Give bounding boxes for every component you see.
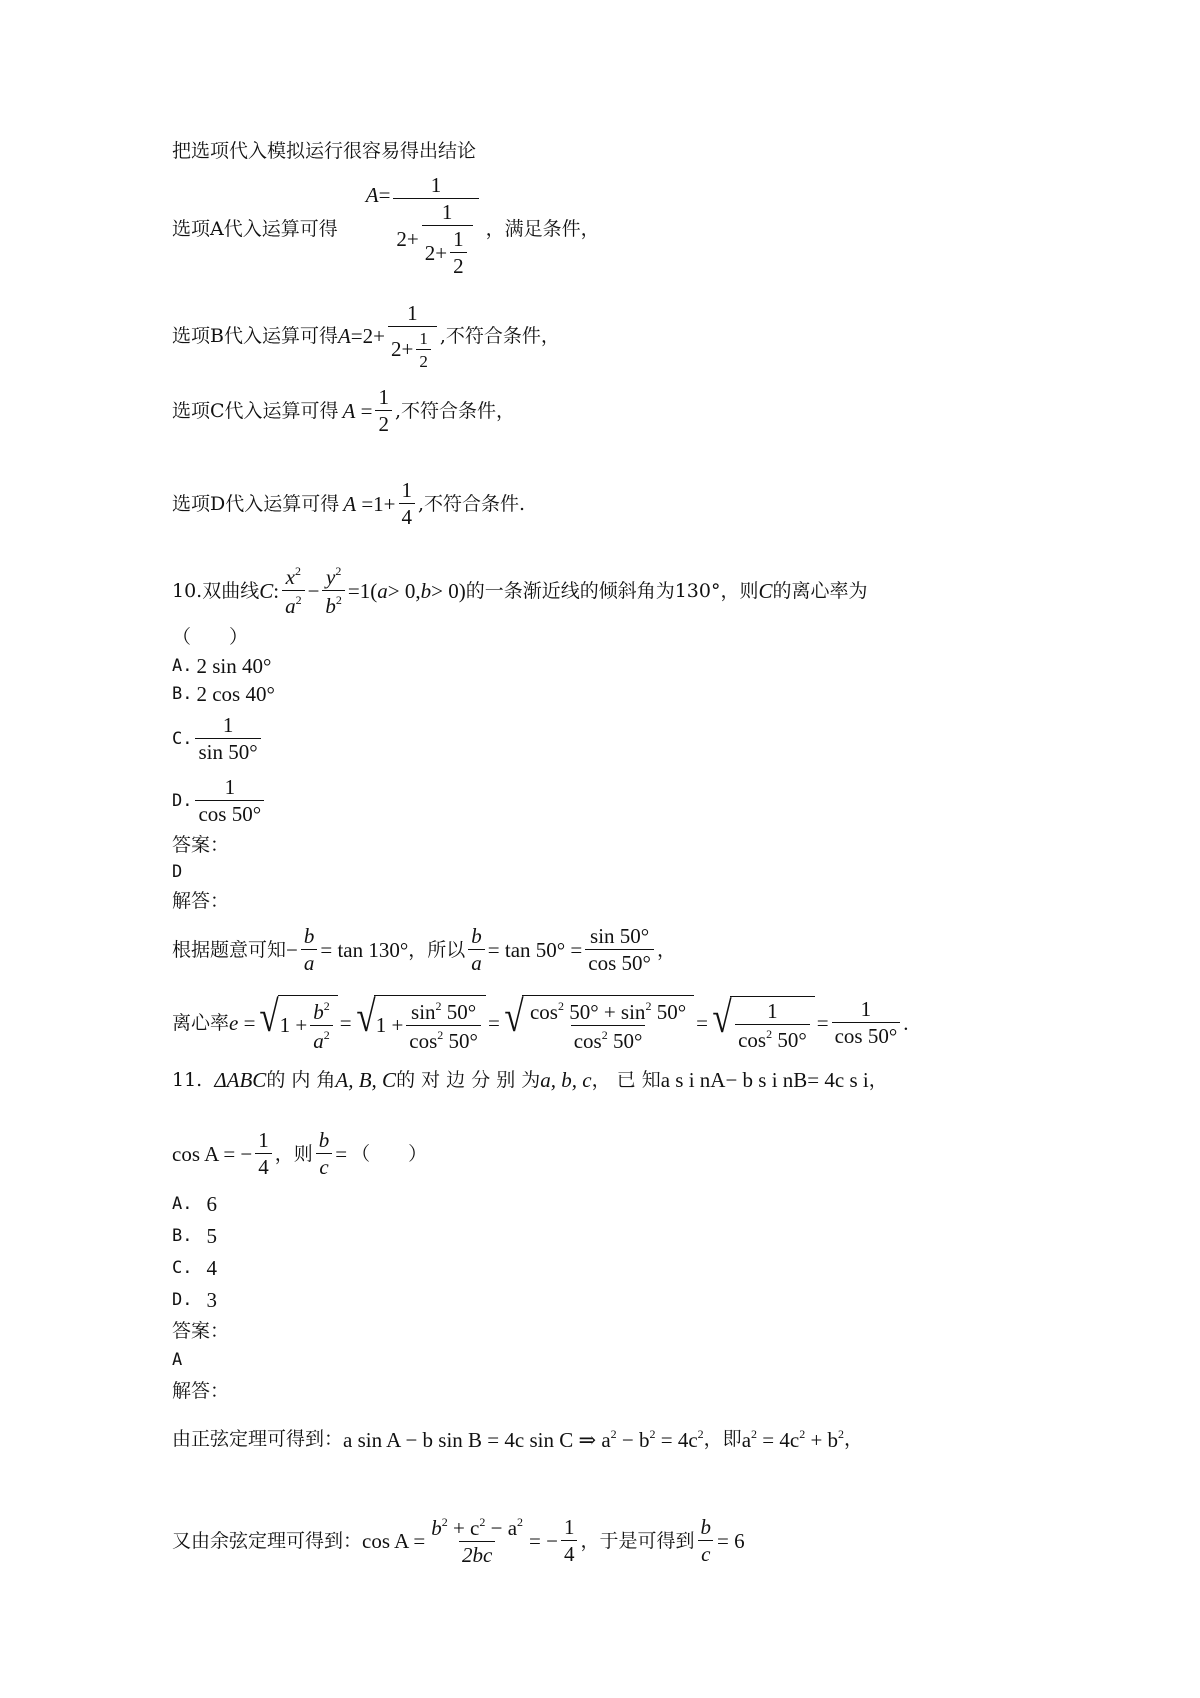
- q11-solution-1: [172, 1428, 863, 1451]
- tan-130: = tan 130°: [320, 937, 409, 962]
- period: .: [903, 1010, 909, 1035]
- colon: :: [273, 578, 280, 603]
- q9-option-c: [172, 378, 515, 444]
- option-label: C.: [172, 1258, 193, 1278]
- exp: 2: [610, 1427, 617, 1441]
- q10-solution-2: [172, 986, 909, 1060]
- q11-option-b: [172, 1226, 217, 1247]
- q11-stem: [172, 1070, 888, 1091]
- sqrt-2: √ 1 + $\frac{\sin^2 50^\circ}{\cos^2 50^\circ}$: [354, 995, 486, 1052]
- cosine-law-formula: [362, 1516, 580, 1566]
- exp: 2: [799, 1427, 806, 1441]
- sol-mid: ，于是可得到: [580, 1529, 695, 1552]
- frac-num: 1: [430, 173, 442, 197]
- formula-part: − b: [616, 1428, 650, 1452]
- q10-answer-label: 答案：: [172, 834, 230, 856]
- exp: 2: [838, 1427, 845, 1441]
- sin-over-cos: [585, 926, 654, 974]
- frac-den: 4: [255, 1153, 272, 1178]
- var-a: A: [343, 491, 357, 516]
- half-num: 1: [453, 227, 464, 251]
- option-value: 2 sin 40°: [196, 654, 272, 678]
- cosine-law-prefix: 又由余弦定理可得到：: [172, 1529, 363, 1552]
- option-label: D.: [172, 1290, 193, 1310]
- option-fraction: [195, 715, 260, 763]
- sol-prefix: 根据题意可知: [172, 938, 287, 961]
- frac-den: 4: [561, 1540, 578, 1565]
- frac-den: 4: [399, 503, 416, 528]
- c-fraction: [375, 387, 392, 435]
- option-value: 2 cos 40°: [196, 682, 275, 706]
- half-fraction: [450, 229, 467, 277]
- option-value: 6: [206, 1192, 217, 1216]
- option-label: A.: [172, 1194, 193, 1214]
- angles: A, B, C: [335, 1068, 397, 1092]
- neg: −: [286, 937, 298, 962]
- a-var: a: [468, 949, 485, 974]
- half-den: 2: [416, 349, 431, 370]
- exp: 2: [437, 1027, 444, 1042]
- quarter: [561, 1517, 578, 1565]
- exp: 2: [557, 998, 564, 1013]
- q11-text-2: 的 对 边 分 别 为: [396, 1069, 541, 1091]
- formula-part: a sin A − b sin B = 4c sin C ⇒ a: [343, 1428, 611, 1452]
- two-bc: 2bc: [459, 1541, 495, 1566]
- sol-mid: ，即: [703, 1428, 742, 1450]
- frac-num: 1: [563, 1515, 575, 1539]
- one-plus: 1 +: [279, 1013, 308, 1037]
- y-var: y: [326, 565, 336, 589]
- then: ，则: [274, 1142, 313, 1165]
- cond-end: > 0): [431, 578, 466, 603]
- q11-option-d: [172, 1290, 217, 1311]
- exp: 2: [601, 1027, 608, 1042]
- q11-solution-label: 解答：: [172, 1380, 230, 1402]
- q9-d-prefix: 选项D代入运算可得: [172, 492, 340, 515]
- frac-den: 2: [375, 410, 392, 435]
- option-fraction: [195, 777, 264, 825]
- q9-option-d: [172, 472, 525, 536]
- b-var: b: [318, 1128, 330, 1152]
- cos: cos: [529, 999, 558, 1024]
- given-condition: a s i nA− b s i nB= 4c s i: [660, 1068, 869, 1092]
- exp: 2: [294, 564, 301, 578]
- q10-stem-mid: 的一条渐近线的倾斜角为130°，则: [465, 579, 759, 602]
- d-fraction: [399, 480, 416, 528]
- var-a: A: [337, 323, 351, 348]
- option-label: B.: [172, 1226, 193, 1246]
- b-fraction: [388, 300, 437, 371]
- q10-stem: [172, 558, 868, 624]
- q10-number: 10.双曲线: [172, 579, 260, 602]
- formula-part: a: [741, 1428, 752, 1452]
- formula-part: = 4c: [757, 1428, 800, 1452]
- q10-solution-label: 解答：: [172, 890, 230, 912]
- sine-law-formula: [343, 1428, 704, 1451]
- c-var: c: [316, 1153, 331, 1178]
- hyperbola-equation: [259, 565, 465, 617]
- eccentricity-formula: [229, 991, 909, 1053]
- b-over-a-2: [468, 926, 485, 974]
- x-fraction: [282, 565, 305, 617]
- exp: 2: [323, 998, 330, 1013]
- sqrt-4: √ $\frac{1}{\cos^2 50^\circ}$: [710, 996, 815, 1051]
- exp: 2: [323, 1027, 330, 1042]
- option-value: 5: [206, 1224, 217, 1248]
- q9-b-prefix: 选项B代入运算可得: [172, 324, 338, 347]
- c-term: + c: [447, 1516, 480, 1540]
- x-var: x: [285, 565, 295, 589]
- sol-formula-2: [465, 926, 657, 974]
- frac-num: 1: [224, 775, 236, 799]
- eq: =: [487, 1010, 500, 1035]
- q9-c-formula: [343, 387, 395, 435]
- deg: 50°: [772, 1027, 807, 1052]
- a-var: a: [313, 1028, 324, 1053]
- minus: −: [307, 578, 320, 603]
- final-fraction: [832, 999, 901, 1047]
- a-var: a: [285, 594, 296, 618]
- plus-sin: 50° + sin: [563, 999, 646, 1024]
- option-label: D.: [172, 790, 193, 811]
- sol-end: ，: [844, 1428, 864, 1450]
- cos: cos: [573, 1028, 602, 1053]
- option-value: 4: [206, 1256, 217, 1280]
- q11-answer: A: [172, 1350, 183, 1370]
- q10-option-d: [172, 770, 267, 832]
- b-var: b: [325, 594, 336, 618]
- deg: 50°: [443, 1028, 478, 1053]
- eq-sign: =1+: [361, 491, 396, 516]
- q11-answer-label: 答案：: [172, 1320, 230, 1342]
- q11-number: 11.: [172, 1069, 203, 1091]
- sqrt-1: √ 1 + $\frac{b^2}{a^2}$: [257, 995, 337, 1052]
- triangle: ΔABC: [214, 1068, 267, 1092]
- cond-b: b: [420, 578, 432, 603]
- option-label: B.: [172, 684, 193, 704]
- continued-fraction: [393, 175, 478, 277]
- q10-stem-end: 的离心率为: [772, 579, 868, 602]
- exp: 2: [751, 1427, 758, 1441]
- quarter-fraction: [255, 1130, 272, 1178]
- option-label: A.: [172, 656, 193, 676]
- q10-option-c: [172, 708, 264, 770]
- one-plus: 1 +: [375, 1013, 404, 1037]
- option-label: C.: [172, 728, 193, 749]
- eq: =: [243, 1010, 256, 1035]
- frac-den: cos 50°: [195, 800, 264, 825]
- cos-a: cos A =: [362, 1528, 426, 1553]
- q11-cos-line: [172, 1122, 427, 1186]
- q9-option-a: [172, 173, 600, 280]
- exp: 2: [441, 1515, 448, 1529]
- q11-comma: ，: [868, 1069, 888, 1091]
- tan-50: = tan 50° =: [487, 937, 583, 962]
- q11-solution-2: [172, 1508, 745, 1574]
- option-value: 3: [206, 1288, 217, 1312]
- sides: a, b, c: [540, 1068, 592, 1092]
- curve-c: C: [259, 578, 274, 603]
- frac-num: 1: [222, 713, 234, 737]
- eq-sign: =: [360, 398, 373, 423]
- q10-option-b: [172, 684, 275, 705]
- q10-solution-1: [172, 918, 676, 982]
- exp: 2: [335, 593, 342, 607]
- b-var: b: [313, 999, 324, 1024]
- one: 1: [767, 998, 778, 1023]
- q9-a-suffix: ，满足条件，: [485, 217, 600, 240]
- formula-part: = 4c: [655, 1428, 698, 1452]
- q9-intro: 把选项代入模拟运行很容易得出结论: [172, 140, 477, 162]
- cos: cos: [738, 1027, 767, 1052]
- exp: 2: [645, 998, 652, 1013]
- cos: cos: [409, 1028, 438, 1053]
- deg: 50°: [651, 999, 687, 1024]
- c-var: c: [698, 1540, 713, 1565]
- rhs: =1(: [347, 578, 378, 603]
- deg: 50°: [441, 999, 477, 1024]
- b-var: b: [303, 924, 315, 948]
- a-var: a: [301, 949, 318, 974]
- exp: 2: [766, 1026, 773, 1041]
- deg: 50°: [607, 1028, 643, 1053]
- eq-neg: = −: [529, 1528, 558, 1553]
- q10-option-a: [172, 656, 271, 677]
- sol-mid: ，所以: [408, 938, 466, 961]
- inner-num: 1: [441, 200, 453, 224]
- sin-50: sin 50°: [590, 924, 650, 948]
- exp: 2: [295, 593, 302, 607]
- frac-den: sin 50°: [195, 738, 260, 763]
- frac-num: 1: [401, 478, 412, 502]
- b-var: b: [700, 1515, 711, 1539]
- q9-c-suffix: ,不符合条件，: [394, 399, 516, 422]
- exp: 2: [479, 1515, 486, 1529]
- var-a: A: [342, 398, 356, 423]
- frac-num: 1: [378, 385, 389, 409]
- half-den: 2: [450, 252, 467, 277]
- two-plus: 2+: [390, 337, 414, 361]
- q9-b-suffix: ,不符合条件，: [439, 324, 560, 347]
- b-var: b: [431, 1516, 442, 1540]
- frac-num: 1: [407, 300, 418, 325]
- sin: sin: [411, 999, 436, 1024]
- exp: 2: [649, 1427, 656, 1441]
- q11-text-3: ， 已 知: [591, 1069, 661, 1091]
- q9-b-formula: [337, 300, 440, 371]
- b-var: b: [471, 924, 482, 948]
- sqrt-3: √ $\frac{\cos^2 50^\circ + \sin^2 50^\circ}{\cos^2 50^\circ}$: [502, 995, 694, 1052]
- b-over-a: [301, 926, 318, 974]
- eq: =: [696, 1010, 708, 1035]
- inner-den: [422, 225, 473, 277]
- curve-c-2: C: [758, 578, 773, 603]
- sol-formula-1: [286, 926, 408, 974]
- b-over-c: [698, 1517, 715, 1565]
- q10-answer: D: [172, 862, 183, 882]
- cond-mid: > 0,: [387, 578, 421, 603]
- frac-num: 1: [860, 997, 872, 1021]
- frac-den: cos 50°: [832, 1022, 901, 1047]
- b-over-c: [316, 1130, 333, 1178]
- frac-den: [393, 198, 478, 277]
- q10-paren: （ ）: [172, 626, 249, 648]
- exp: 2: [435, 998, 442, 1013]
- formula-part: + b: [805, 1428, 839, 1452]
- sine-law-prefix: 由正弦定理可得到：: [172, 1428, 344, 1450]
- a-term: − a: [485, 1516, 518, 1540]
- q9-c-prefix: 选项C代入运算可得: [172, 399, 339, 422]
- sol-end: ，: [656, 938, 676, 961]
- q11-paren: （ ）: [351, 1142, 428, 1165]
- q11-option-a: [172, 1194, 217, 1215]
- result: [695, 1517, 745, 1565]
- equals-six: = 6: [717, 1528, 745, 1553]
- eq-sign: =: [378, 183, 391, 207]
- var-a: A: [365, 183, 379, 207]
- eq: =: [816, 1010, 829, 1035]
- y-fraction: [322, 565, 345, 617]
- eccentricity-label: 离心率: [172, 1011, 230, 1034]
- q9-option-b: [172, 296, 560, 376]
- half-num: 1: [419, 328, 428, 348]
- half-fraction: [416, 330, 431, 370]
- cosine-fraction: [428, 1516, 526, 1566]
- frac-den: [388, 326, 437, 370]
- cond-a: a: [377, 578, 388, 603]
- q11-option-c: [172, 1258, 217, 1279]
- q9-a-formula: [365, 173, 482, 278]
- two-plus-2: 2+: [424, 240, 448, 265]
- eq-sign: =2+: [350, 323, 385, 348]
- cos-50: cos 50°: [585, 949, 654, 974]
- eq: =: [335, 1141, 348, 1166]
- inner-fraction: [422, 202, 473, 277]
- e-var: e: [229, 1010, 239, 1035]
- cos-a: cos A = −: [172, 1141, 253, 1166]
- q9-d-suffix: ,不符合条件.: [418, 492, 526, 515]
- exp: 2: [517, 1515, 524, 1529]
- frac-num: 1: [258, 1128, 269, 1152]
- q9-a-prefix: 选项A代入运算可得: [172, 217, 338, 240]
- exp: 2: [335, 564, 342, 578]
- exp: 2: [697, 1427, 704, 1441]
- q11-text-1: 的 内 角: [266, 1069, 336, 1091]
- q9-d-formula: [343, 480, 418, 528]
- two-plus: 2+: [396, 227, 419, 251]
- sine-law-result: [742, 1428, 844, 1451]
- eq: =: [339, 1010, 352, 1035]
